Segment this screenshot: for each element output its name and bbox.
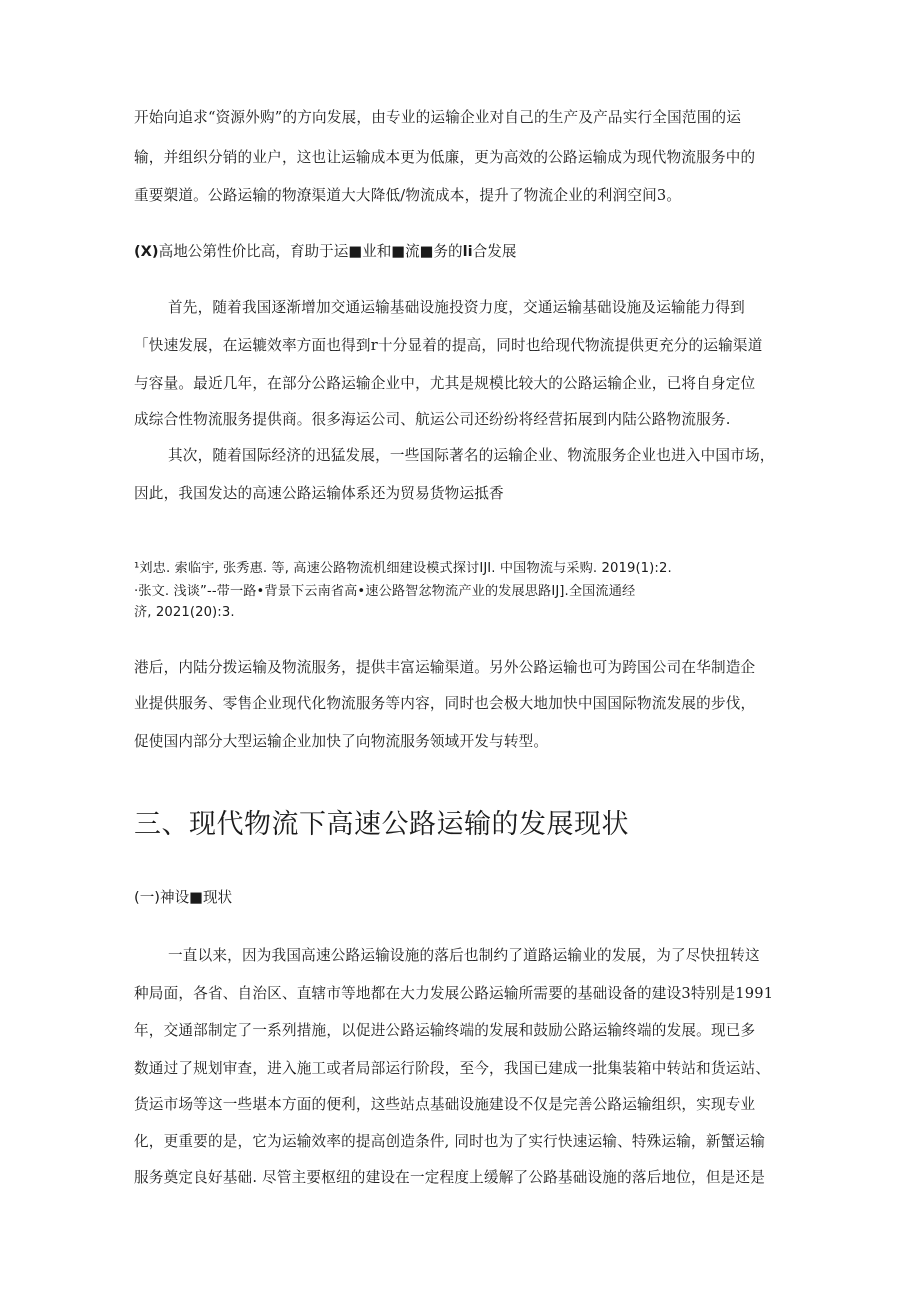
section-title: 三、现代物流下高速公路运输的发展现状 [134,809,629,840]
para1-line-2: 输，并组织分销的业户，这也让运输成本更为低廉，更为高效的公路运输成为现代物流服务中的 [134,149,756,166]
para4-line-3: 促使国内部分大型运输企业加快了向物流服务领域开发与转型。 [134,733,549,750]
footnote-2-cont: 济, 2021(20):3. [134,605,235,620]
footnote-2: ·张文. 浅谈”--带一路•背景下云南省高•速公路智忿物流产业的发展思路IJ].全国流通经 [134,584,636,599]
heading-marker: (X) [134,243,159,260]
para1-line-1: 开始向追求“资源外购”的方向发展，由专业的运输企业对自己的生产及产品实行全国范围的运 [134,109,742,126]
para4-line-2: 业提供服务、零售企业现代化物流服务等内容，同时也会极大地加快中国国际物流发展的步伐， [134,695,756,712]
para5-line-3: 年，交通部制定了一系列措施，以促进公路运输终端的发展和鼓励公路运输终端的发展。现已多 [134,1022,756,1039]
para1-line-3: 重要槊道。公路运输的物潦渠道大大降低/物流成本，提升了物流企业的利润空间3。 [134,187,682,204]
para2-line-4: 成综合性物流服务提供商。很多海运公司、航运公司还纷纷将经营拓展到内陆公路物流服务. [134,411,731,428]
para5-line-5: 货运市场等这一些堪本方面的便利，这些站点基础设施建设不仅是完善公路运输组织，实现专业 [134,1096,756,1113]
heading-text: 高地公第性价比高，育助于运■业和■流■务的 [158,243,463,260]
footnote-1: ¹刘忠. 索临宇, 张秀惠. 等, 高速公路物流机细建设模式探讨IJI. 中国物流与采购. 2019(1):2. [134,561,672,576]
para5-line-4: 数通过了规划审查，进入施工或者局部运行阶段，至今，我国已建成一批集装箱中转站和货运站、 [134,1060,771,1077]
subsection-heading: (一)神设■现状 [134,889,233,906]
para5-line-6: 化，更重要的是，它为运输效率的提高创造条件, 同时也为了实行快速运输、特殊运输，新蟹运输 [134,1133,766,1150]
para5-line-1: 一直以来，因为我国高速公路运输设施的落后也制约了道路运输业的发展，为了尽快扭转这 [168,947,760,964]
para2-line-1: 首先，随着我国逐渐增加交通运输基础设施投资力度，交通运输基础设施及运输能力得到 [168,299,745,316]
para3-line-1: 其次，随着国际经济的迅猛发展，一些国际著名的运输企业、物流服务企业也进入中国市场， [168,447,775,464]
para3-line-2: 因此，我国发达的高速公路运输体系还为贸易货物运抵香 [134,485,504,502]
para2-line-3: 与容量。最近几年，在部分公路运输企业中，尤其是规模比较大的公路运输企业，已将自身定位 [134,375,756,392]
para2-line-2: 「快速发展，在运辘效率方面也得到r十分显着的提高，同时也给现代物流提供更充分的运输渠道 [134,337,763,354]
para4-line-1: 港后，内陆分拨运输及物流服务，提供丰富运输渠道。另外公路运输也可为跨国公司在华制造企 [134,659,756,676]
subsection-heading-x [134,240,516,261]
para5-line-2: 种局面，各省、自治区、直辖市等地都在大力发展公路运输所需要的基础设备的建设3特别是1991 [134,985,774,1002]
heading-bold-part: li [462,243,473,260]
para5-line-7: 服务奠定良好基础. 尽管主要枢纽的建设在一定程度上缓解了公路基础设施的落后地位，但是还是 [134,1169,766,1186]
heading-tail: 合发展 [472,243,517,260]
